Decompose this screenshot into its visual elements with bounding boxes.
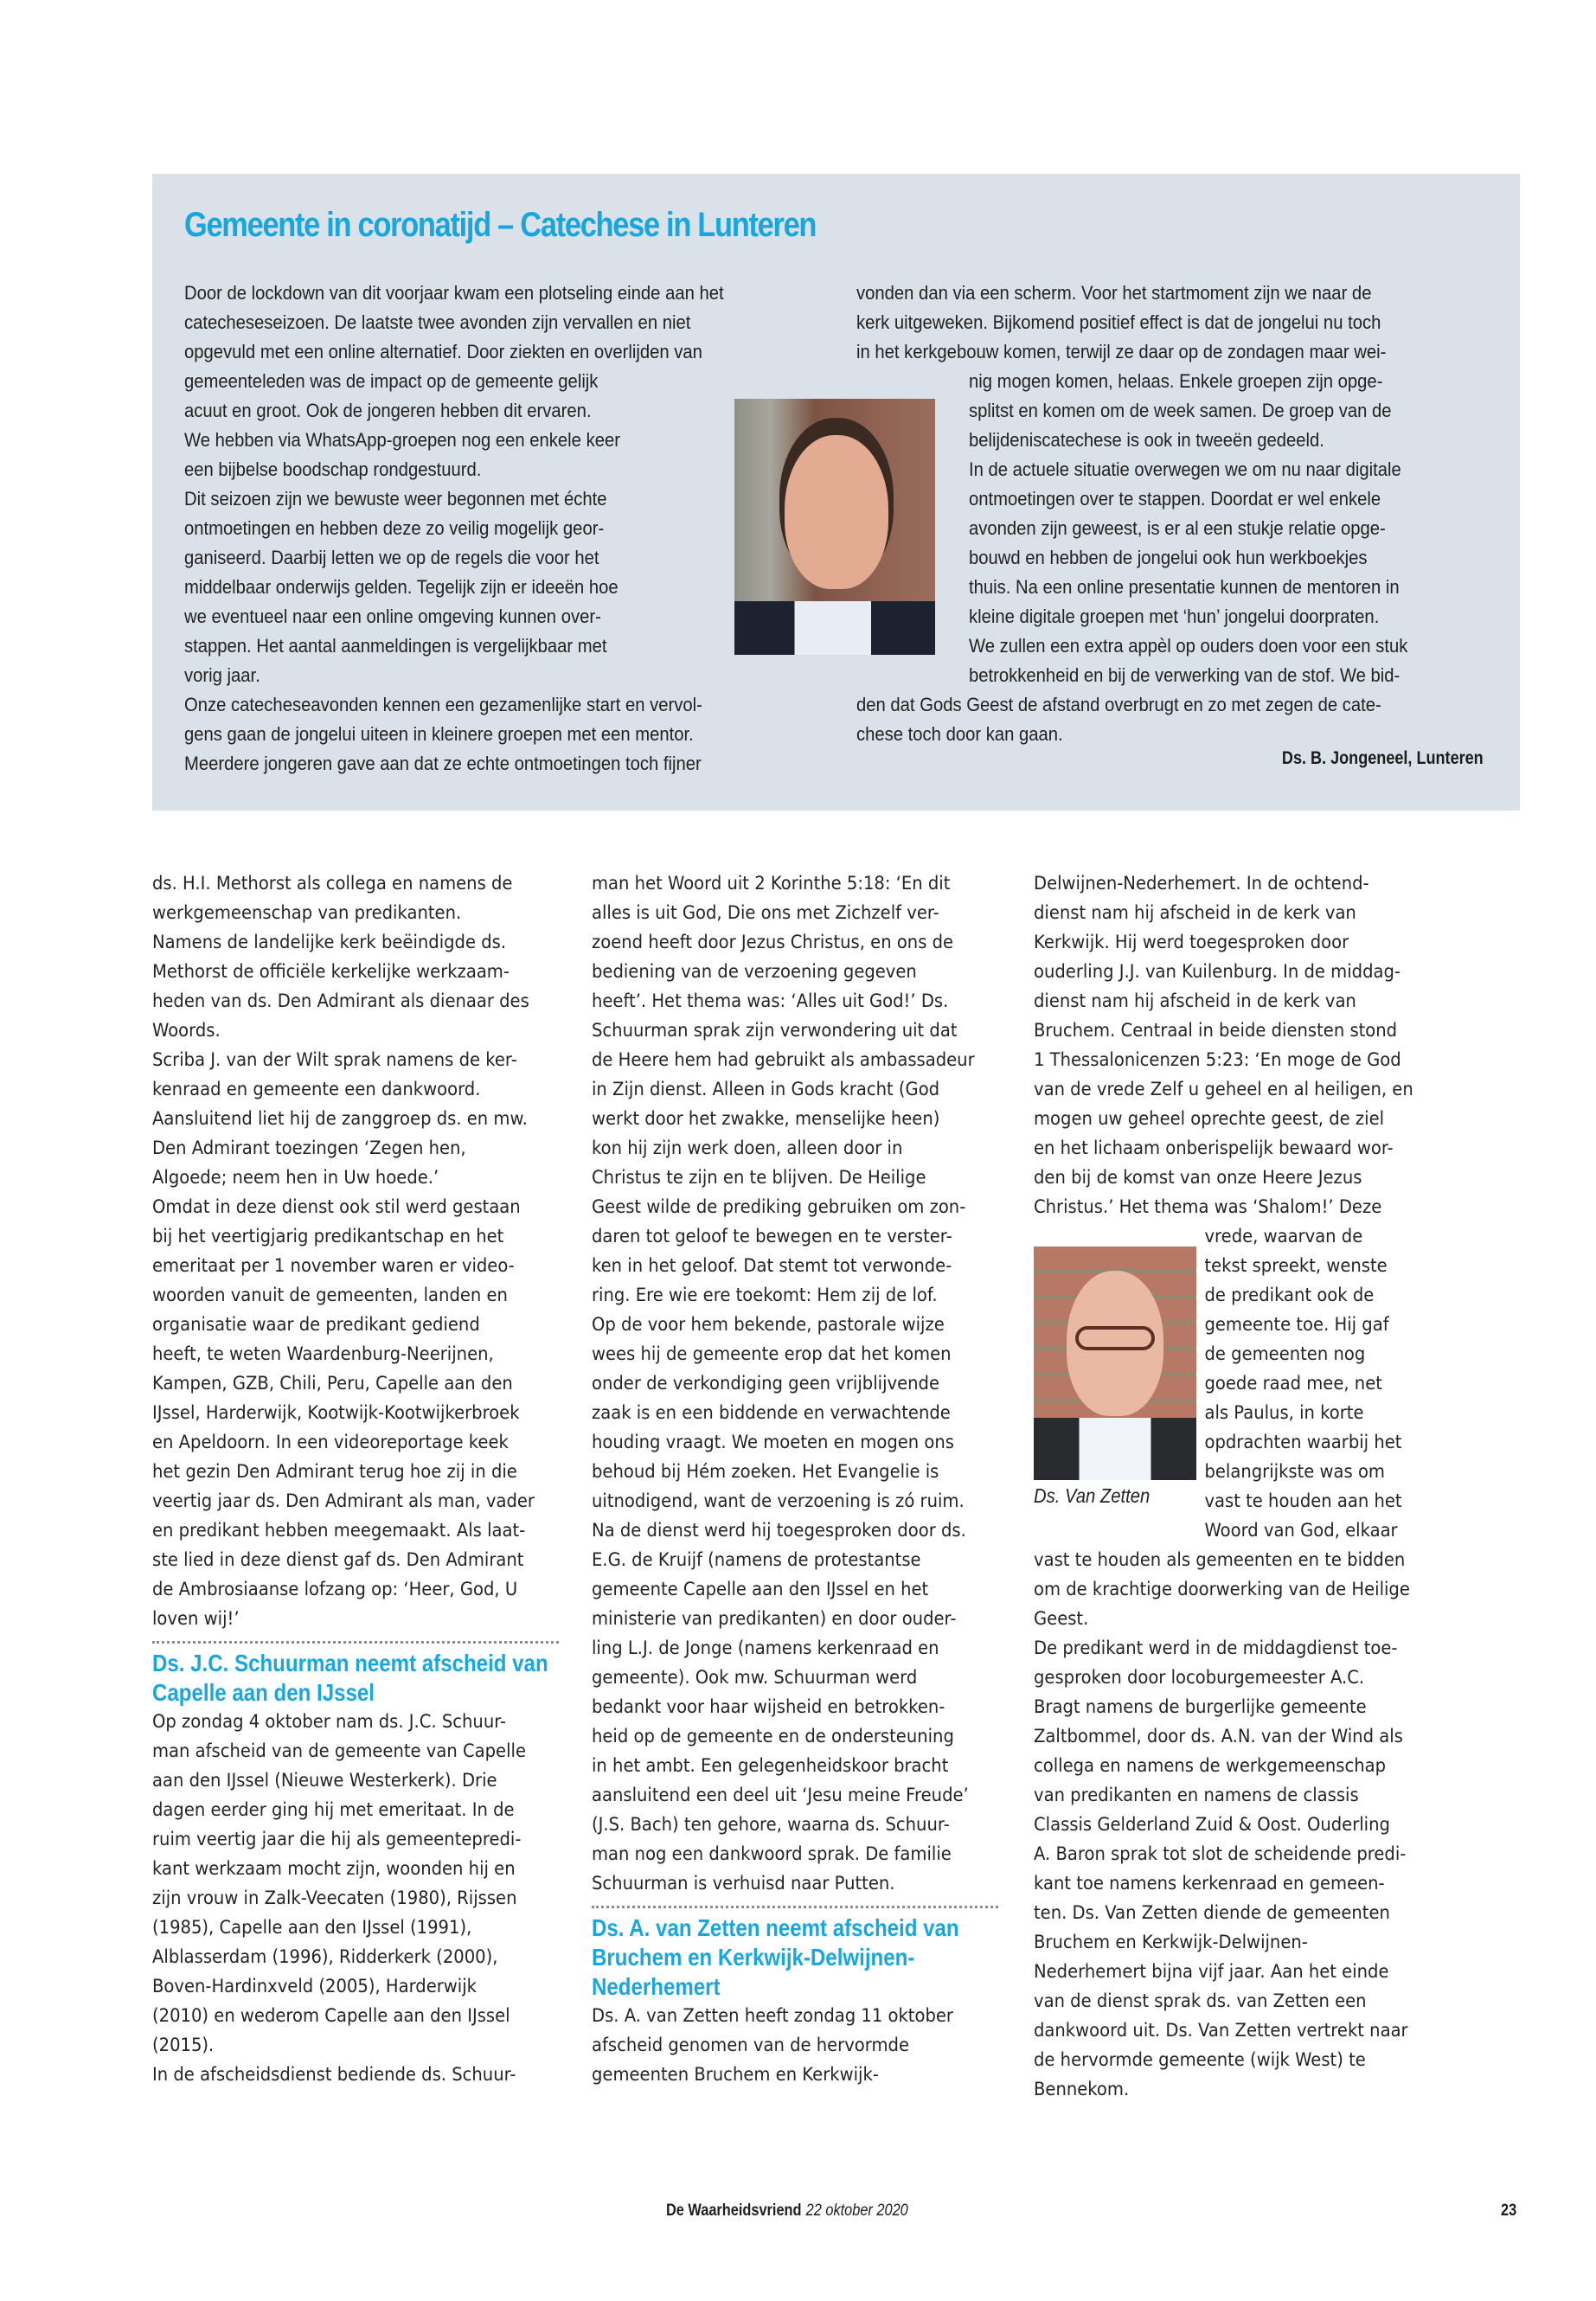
text-line: een bijbelse boodschap rondgestuurd. (184, 458, 482, 480)
inset-signature: Ds. B. Jongeneel, Lunteren (1282, 748, 1484, 768)
text-line: van de dienst sprak ds. van Zetten een (1034, 1990, 1367, 2012)
text-line: en predikant hebben meegemaakt. Als laat- (152, 1520, 526, 1541)
text-line: heden van ds. Den Admirant als dienaar des (152, 990, 529, 1012)
text-line: (1985), Capelle aan den IJssel (1991), (152, 1917, 472, 1939)
text-line: splitst en komen om de week samen. De groep van de (969, 400, 1392, 421)
text-line: werkt door het zwakke, menselijke heen) (592, 1108, 940, 1130)
section-heading: Ds. A. van Zetten neemt afscheid van (592, 1914, 959, 1941)
text-line: Aansluitend liet hij de zanggroep ds. en mw. (152, 1108, 528, 1130)
text-line: Woord van God, elkaar (1204, 1520, 1398, 1541)
text-line: collega en namens de werkgemeenschap (1034, 1755, 1387, 1777)
text-line: de Heere hem had gebruikt als ambassadeur (592, 1049, 975, 1071)
text-line: Ds. A. van Zetten heeft zondag 11 oktober (592, 2005, 953, 2027)
text-line: we eventueel naar een online omgeving kunnen over- (184, 606, 601, 627)
text-line: in het ambt. Een gelegenheidskoor bracht (592, 1755, 949, 1777)
text-line: den bij de komst van onze Heere Jezus (1034, 1167, 1362, 1189)
text-line: vrede, waarvan de (1204, 1226, 1363, 1247)
text-line: Den Admirant toezingen ‘Zegen hen, (152, 1138, 466, 1159)
text-line: aan den IJssel (Nieuwe Westerkerk). Drie (152, 1770, 497, 1791)
text-line: Alblasserdam (1996), Ridderkerk (2000), (152, 1946, 498, 1968)
text-line: avonden zijn geweest, is er al een stukje relatie opge- (969, 517, 1386, 539)
suit-shape (1034, 1418, 1196, 1480)
text-line: nig mogen komen, helaas. Enkele groepen zijn opge- (969, 370, 1383, 392)
text-line: Na de dienst werd hij toegesproken door ds. (592, 1520, 966, 1541)
text-line: Schuurman is verhuisd naar Putten. (592, 1873, 895, 1894)
text-line: We hebben via WhatsApp-groepen nog een enkele keer (184, 429, 620, 451)
text-line: thuis. Na een online presentatie kunnen de mentoren in (969, 576, 1400, 598)
text-line: kant toe namens kerkenraad en gemeen- (1034, 1873, 1385, 1894)
text-line: (J.S. Bach) ten gehore, waarna ds. Schuur- (592, 1814, 950, 1836)
text-line: bij het veertigjarig predikantschap en het (152, 1226, 504, 1247)
text-line: ontmoetingen en hebben deze zo veilig mogelijk geor- (184, 517, 605, 539)
text-line: vast te houden als gemeenten en te bidden (1034, 1549, 1406, 1571)
suit-shape (734, 601, 935, 655)
text-line: en het lichaam onberispelijk bewaard wor- (1034, 1138, 1394, 1159)
text-line: de Ambrosiaanse lofzang op: ‘Heer, God, U (152, 1579, 518, 1600)
text-line: en Apeldoorn. In een videoreportage keek (152, 1432, 509, 1453)
text-line: om de krachtige doorwerking van de Heilige (1034, 1579, 1410, 1600)
text-line: daren tot geloof te bewegen en te verster- (592, 1226, 952, 1247)
text-line: in Zijn dienst. Alleen in Gods kracht (God (592, 1079, 940, 1100)
portrait-photo-jongeneel (734, 399, 935, 655)
text-line: A. Baron sprak tot slot de scheidende predi- (1034, 1843, 1407, 1865)
text-line: gemeenteleden was de impact op de gemeente gelijk (184, 370, 599, 392)
text-line: kant werkzaam mocht zijn, woonden hij en (152, 1858, 516, 1880)
text-line: In de actuele situatie overwegen we om nu naar digitale (969, 458, 1401, 480)
text-line: bediening van de verzoening gegeven (592, 961, 917, 983)
text-line: tekst spreekt, wenste (1204, 1255, 1388, 1277)
text-line: ken in het geloof. Dat stemt tot verwonde- (592, 1255, 952, 1277)
text-line: woorden vanuit de gemeenten, landen en (152, 1285, 508, 1306)
inset-title: Gemeente in coronatijd – Catechese in Lunteren (184, 206, 817, 244)
text-line: gemeente). Ook mw. Schuurman werd (592, 1667, 918, 1689)
text-line: ling L.J. de Jonge (namens kerkenraad en (592, 1638, 939, 1659)
text-line: zijn vrouw in Zalk-Veecaten (1980), Rijssen (152, 1888, 517, 1909)
text-line: (2010) en wederom Capelle aan den IJssel (152, 2005, 510, 2027)
text-line: In de afscheidsdienst bediende ds. Schuur- (152, 2064, 516, 2086)
text-line: Algoede; neem hen in Uw hoede.’ (152, 1167, 439, 1189)
text-line: IJssel, Harderwijk, Kootwijk-Kootwijkerbroek (152, 1402, 520, 1424)
text-line: Kerkwijk. Hij werd toegesproken door (1034, 932, 1349, 953)
text-line: loven wij!’ (152, 1608, 240, 1630)
text-line: mogen uw geheel oprechte geest, de ziel (1034, 1108, 1385, 1130)
text-line: Geest wilde de prediking gebruiken om zon- (592, 1196, 966, 1218)
text-line: ruim veertig jaar die hij als gemeentepredi- (152, 1829, 522, 1850)
text-line: de hervormde gemeente (wijk West) te (1034, 2049, 1366, 2071)
text-line: dagen eerder ging hij met emeritaat. In de (152, 1799, 515, 1821)
text-line: kenraad en gemeente een dankwoord. (152, 1079, 481, 1100)
text-line: den dat Gods Geest de afstand overbrugt en zo met zegen de cate- (856, 694, 1381, 715)
text-line: acuut en groot. Ook de jongeren hebben dit ervaren. (184, 400, 592, 421)
text-line: Namens de landelijke kerk beëindigde ds. (152, 932, 507, 953)
text-line: alles is uit God, Die ons met Zichzelf ver- (592, 902, 939, 924)
text-line: Bennekom. (1034, 2079, 1130, 2100)
text-line: Op zondag 4 oktober nam ds. J.C. Schuur- (152, 1711, 507, 1733)
face-shape (785, 435, 888, 589)
text-line: Bruchem. Centraal in beide diensten stond (1034, 1020, 1398, 1042)
text-line: man nog een dankwoord sprak. De familie (592, 1843, 952, 1865)
text-line: gesproken door locoburgemeester A.C. (1034, 1667, 1365, 1689)
text-line: Geest. (1034, 1608, 1089, 1630)
text-line: Door de lockdown van dit voorjaar kwam een plotseling einde aan het (184, 282, 724, 304)
text-line: Omdat in deze dienst ook stil werd gestaan (152, 1196, 521, 1218)
text-line: E.G. de Kruijf (namens de protestantse (592, 1549, 921, 1571)
section-heading: Capelle aan den IJssel (152, 1679, 375, 1706)
glasses-shape (1075, 1326, 1155, 1350)
text-line: Scriba J. van der Wilt sprak namens de ker- (152, 1049, 517, 1071)
text-line: Onze catecheseavonden kennen een gezamenlijke start en vervol- (184, 694, 702, 715)
text-line: Methorst de officiële kerkelijke werkzaam- (152, 961, 510, 983)
portrait-photo-van-zetten (1034, 1247, 1196, 1480)
text-line: Op de voor hem bekende, pastorale wijze (592, 1314, 945, 1336)
article-column-2 (592, 869, 998, 2090)
text-line: gemeente toe. Hij gaf (1204, 1314, 1389, 1336)
text-line: het gezin Den Admirant terug hoe zij in die (152, 1461, 517, 1483)
article-column-1 (152, 869, 559, 2090)
text-line: Boven-Hardinxveld (2005), Harderwijk (152, 1976, 478, 1997)
text-line: kleine digitale groepen met ‘hun’ jongelui doorpraten. (969, 606, 1380, 627)
text-line: ganiseerd. Daarbij letten we op de regels die voor het (184, 547, 599, 568)
page-number: 23 (1501, 2202, 1517, 2220)
section-heading: Ds. J.C. Schuurman neemt afscheid van (152, 1650, 548, 1676)
text-line: behoud bij Hém zoeken. Het Evangelie is (592, 1461, 939, 1483)
text-line: als Paulus, in korte (1204, 1402, 1364, 1424)
text-line: man het Woord uit 2 Korinthe 5:18: ‘En dit (592, 873, 951, 894)
text-line: belangrijkste was om (1204, 1461, 1385, 1483)
page-footer (666, 2202, 908, 2221)
text-line: goede raad mee, net (1204, 1373, 1382, 1394)
text-line: Christus te zijn en te blijven. De Heilige (592, 1167, 926, 1189)
text-line: Zaltbommel, door ds. A.N. van der Wind als (1034, 1726, 1403, 1747)
text-line: zoend heeft door Jezus Christus, en ons de (592, 932, 954, 953)
text-line: dienst nam hij afscheid in de kerk van (1034, 902, 1356, 924)
text-line: ds. H.I. Methorst als collega en namens de (152, 873, 513, 894)
text-line: heeft’. Het thema was: ‘Alles uit God!’ Ds. (592, 990, 949, 1012)
text-line: (2015). (152, 2035, 215, 2056)
text-line: van predikanten en namens de classis (1034, 1785, 1359, 1806)
dotted-divider (592, 1906, 998, 1908)
text-line: man afscheid van de gemeente van Capelle (152, 1740, 526, 1762)
text-line: bouwd en hebben de jongelui ook hun werkboekjes (969, 547, 1368, 568)
text-line: Kampen, GZB, Chili, Peru, Capelle aan den (152, 1373, 513, 1394)
publication-date: 22 oktober 2020 (805, 2202, 908, 2220)
text-line: stappen. Het aantal aanmeldingen is vergelijkbaar met (184, 635, 607, 657)
text-line: vast te houden aan het (1204, 1490, 1402, 1512)
text-line: Christus.’ Het thema was ‘Shalom!’ Deze (1034, 1196, 1382, 1218)
text-line: Nederhemert bijna vijf jaar. Aan het einde (1034, 1961, 1389, 1983)
text-line: kerk uitgeweken. Bijkomend positief effect is dat de jongelui nu toch (856, 311, 1381, 333)
text-line: zaak is en een biddende en verwachtende (592, 1402, 951, 1424)
text-line: Woords. (152, 1020, 221, 1042)
text-line: ontmoetingen over te stappen. Doordat er wel enkele (969, 488, 1381, 510)
text-line: gemeenten Bruchem en Kerkwijk- (592, 2064, 879, 2086)
text-line: afscheid genomen van de hervormde (592, 2035, 910, 2056)
text-line: ring. Ere wie ere toekomt: Hem zij de lof. (592, 1285, 938, 1306)
text-line: bedankt voor haar wijsheid en betrokken- (592, 1696, 945, 1718)
text-line: Classis Gelderland Zuid & Oost. Ouderling (1034, 1814, 1390, 1836)
text-line: Bragt namens de burgerlijke gemeente (1034, 1696, 1367, 1718)
text-line: De predikant werd in de middagdienst toe- (1034, 1638, 1398, 1659)
text-line: aansluitend een deel uit ‘Jesu meine Freude’ (592, 1785, 969, 1806)
text-line: heid op de gemeente en de ondersteuning (592, 1726, 954, 1747)
text-line: Bruchem en Kerkwijk-Delwijnen- (1034, 1932, 1308, 1953)
text-line: dienst nam hij afscheid in de kerk van (1034, 990, 1356, 1012)
text-line: houding vraagt. We moeten en mogen ons (592, 1432, 954, 1453)
text-line: middelbaar onderwijs gelden. Tegelijk zijn er ideeën hoe (184, 576, 619, 598)
text-line: kon hij zijn werk doen, alleen door in (592, 1138, 903, 1159)
text-line: gemeente Capelle aan den IJssel en het (592, 1579, 929, 1600)
text-line: heeft, te weten Waardenburg-Neerijnen, (152, 1343, 494, 1365)
text-line: vonden dan via een scherm. Voor het startmoment zijn we naar de (856, 282, 1372, 304)
text-line: werkgemeenschap van predikanten. (152, 902, 462, 924)
text-line: onder de verkondiging geen vrijblijvende (592, 1373, 939, 1394)
text-line: chese toch door kan gaan. (856, 723, 1063, 745)
text-line: betrokkenheid en bij de verwerking van de stof. We bid- (969, 664, 1401, 686)
section-heading: Nederhemert (592, 1973, 721, 2000)
text-line: organisatie waar de predikant gediend (152, 1314, 480, 1336)
dotted-divider (152, 1641, 559, 1644)
text-line: gens gaan de jongelui uiteen in kleinere groepen met een mentor. (184, 723, 694, 745)
text-line: emeritaat per 1 november waren er video- (152, 1255, 515, 1277)
text-line: uitnodigend, want de verzoening is zó ruim. (592, 1490, 965, 1512)
text-line: ten. Ds. Van Zetten diende de gemeenten (1034, 1902, 1390, 1924)
section-heading: Bruchem en Kerkwijk-Delwijnen- (592, 1944, 915, 1971)
text-line: in het kerkgebouw komen, terwijl ze daar op de zondagen maar wei- (856, 341, 1387, 362)
text-line: Schuurman sprak zijn verwondering uit dat (592, 1020, 958, 1042)
text-line: ouderling J.J. van Kuilenburg. In de middag- (1034, 961, 1401, 983)
text-line: van de vrede Zelf u geheel en al heiligen, en (1034, 1079, 1413, 1100)
text-line: Dit seizoen zijn we bewuste weer begonnen met échte (184, 488, 607, 510)
text-line: wees hij de gemeente erop dat het komen (592, 1343, 952, 1365)
text-line: ste lied in deze dienst gaf ds. Den Admirant (152, 1549, 524, 1571)
text-line: veertig jaar ds. Den Admirant als man, vader (152, 1490, 535, 1512)
text-line: opgevuld met een online alternatief. Door ziekten en overlijden van (184, 341, 702, 362)
text-line: belijdeniscatechese is ook in tweeën gedeeld. (969, 429, 1324, 451)
text-line: 1 Thessalonicenzen 5:23: ‘En moge de God (1034, 1049, 1401, 1071)
text-line: dankwoord uit. Ds. Van Zetten vertrekt naar (1034, 2020, 1408, 2041)
text-line: Meerdere jongeren gave aan dat ze echte ontmoetingen toch fijner (184, 753, 702, 774)
publication-name: De Waarheidsvriend (666, 2202, 802, 2220)
text-line: Delwijnen-Nederhemert. In de ochtend- (1034, 873, 1369, 894)
text-line: opdrachten waarbij het (1204, 1432, 1402, 1453)
text-line: de predikant ook de (1204, 1285, 1375, 1306)
text-line: vorig jaar. (184, 664, 260, 686)
text-line: catecheseseizoen. De laatste twee avonden zijn vervallen en niet (184, 311, 691, 333)
text-line: We zullen een extra appèl op ouders doen voor een stuk (969, 635, 1408, 657)
text-line: ministerie van predikanten) en door ouder- (592, 1608, 957, 1630)
photo-caption: Ds. Van Zetten (1034, 1484, 1151, 1507)
text-line: de gemeenten nog (1204, 1343, 1366, 1365)
